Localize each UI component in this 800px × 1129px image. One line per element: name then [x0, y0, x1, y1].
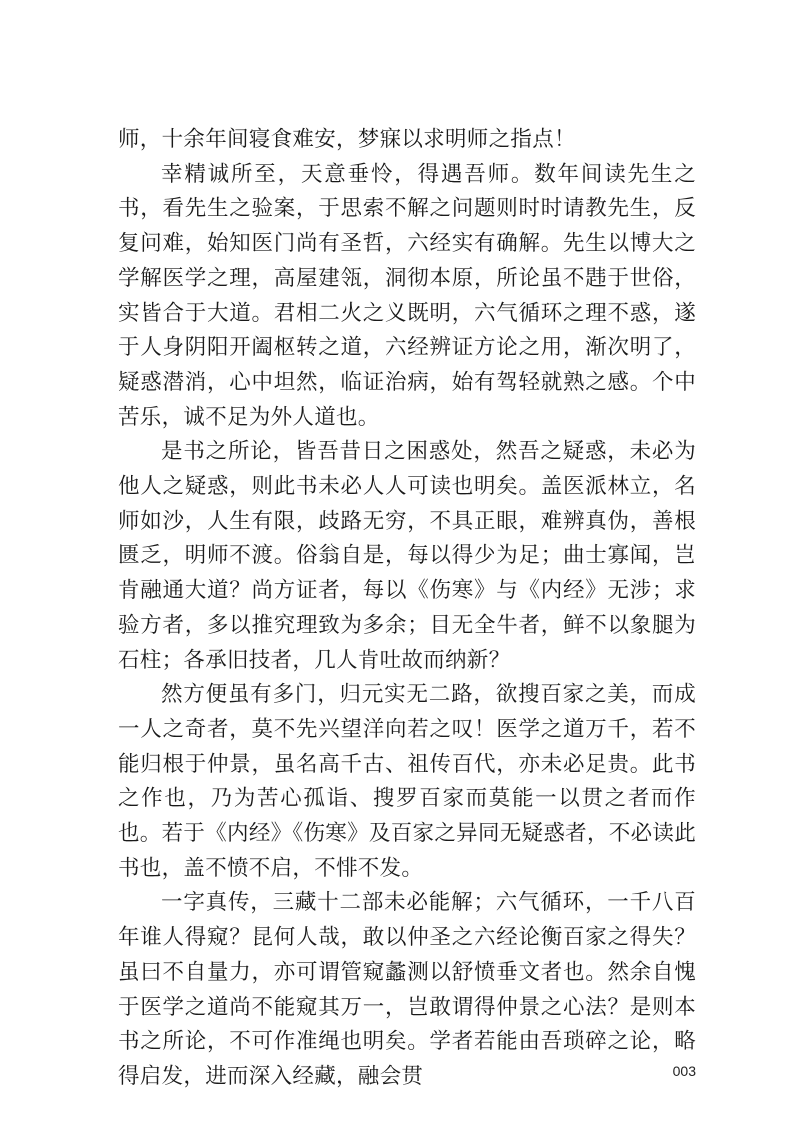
body-text: [118, 123, 696, 1095]
paragraph: 然方便虽有多门，归元实无二路，欲搜百家之美，而成一人之奇者，莫不先兴望洋向若之叹！医学之道万千，若不能归根于仲景，虽名高千古、祖传百代，亦未必足贵。此书之作也，乃为苦心孤诣、搜罗百家而莫能一以贯之者而作也。若于《内经》《伤寒》及百家之异同无疑惑者，不必读此书也，盖不愤不启，不悱不发。: [118, 682, 696, 881]
paragraph: 幸精诚所至，天意垂怜，得遇吾师。数年间读先生之书，看先生之验案，于思索不解之问题则时时请教先生，反复问难，始知医门尚有圣哲，六经实有确解。先生以博大之学解医学之理，高屋建瓴，洞彻本原，所论虽不韪于世俗，实皆合于大道。君相二火之义既明，六气循环之理不惑，遂于人身阴阳开阖枢转之道，六经辨证方论之用，渐次明了，疑惑潜消，心中坦然，临证治病，始有驾轻就熟之感。个中苦乐，诚不足为外人道也。: [118, 161, 696, 430]
paragraph: 是书之所论，皆吾昔日之困惑处，然吾之疑惑，未必为他人之疑惑，则此书未必人人可读也明矣。盖医派林立，名师如沙，人生有限，歧路无穷，不具正眼，难辨真伪，善根匮乏，明师不渡。俗翁自是，每以得少为足；曲士寡闻，岂肯融通大道？尚方证者，每以《伤寒》与《内经》无涉；求验方者，多以推究理致为多余；目无全牛者，鲜不以象腿为石柱；各承旧技者，几人肯吐故而纳新？: [118, 439, 696, 673]
paragraph-continued: 师，十余年间寝食难安，梦寐以求明师之指点！: [118, 127, 576, 152]
page-number: 003: [672, 1063, 696, 1079]
paragraph: 一字真传，三藏十二部未必能解；六气循环，一千八百年谁人得窥？昆何人哉，敢以仲圣之六经论衡百家之得失？虽曰不自量力，亦可谓管窥蠡测以舒愤垂文者也。然余自愧于医学之道尚不能窥其万一，岂敢谓得仲景之心法？是则本书之所论，不可作准绳也明矣。学者若能由吾琐碎之论，略得启发，进而深入经藏，融会贯: [118, 890, 696, 1089]
